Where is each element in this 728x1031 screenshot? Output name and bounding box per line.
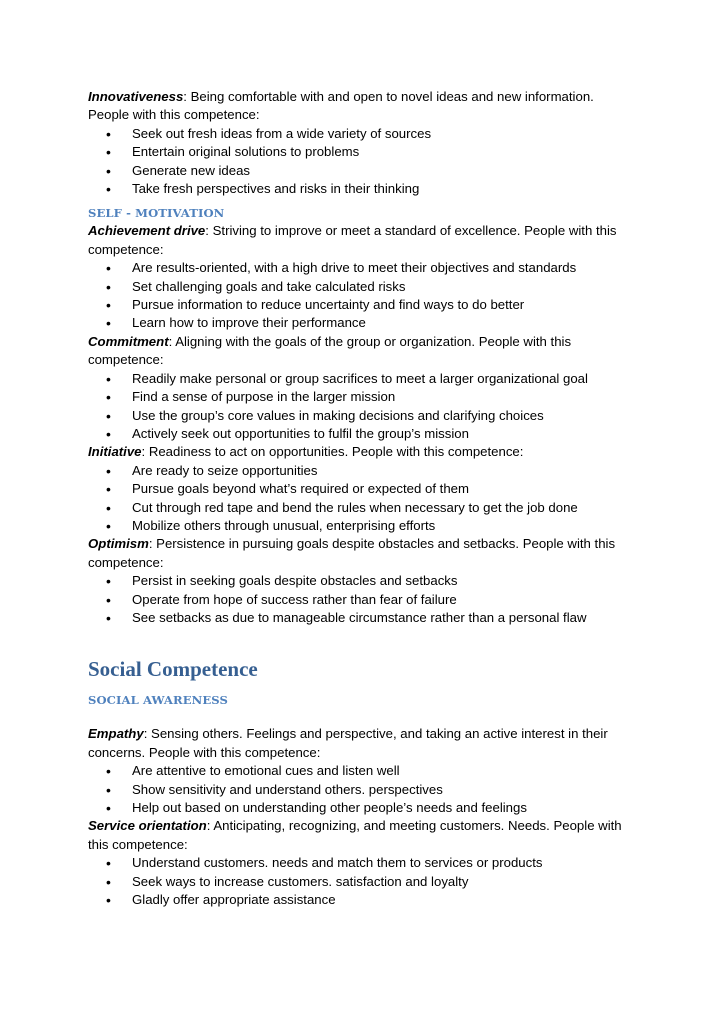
definition-paragraph: [88, 88, 638, 125]
definition-paragraph: [88, 443, 638, 461]
list-item: • Understand customers. needs and match them to services or products: [106, 855, 543, 872]
term: Innovativeness: [88, 89, 184, 104]
definition-text: : Aligning with the goals of the group or organization. People with this competence:: [88, 333, 572, 368]
bullet-icon: •: [106, 260, 111, 277]
bullet-icon: •: [106, 873, 111, 890]
bullet-list: [88, 370, 638, 444]
definition-paragraph: [88, 333, 638, 370]
list-item: • Learn how to improve their performance: [106, 315, 366, 332]
competence-achievement-drive: [88, 222, 638, 332]
definition-paragraph: [88, 817, 638, 854]
bullet-icon: •: [106, 407, 111, 424]
list-item: • Are ready to seize opportunities: [106, 462, 318, 479]
bullet-list: [88, 259, 638, 333]
bullet-icon: •: [106, 609, 111, 626]
bullet-list: [88, 125, 638, 199]
definition-paragraph: [88, 725, 638, 762]
bullet-icon: •: [106, 591, 111, 608]
list-item: • Set challenging goals and take calculated risks: [106, 278, 406, 295]
competence-service-orientation: [88, 817, 638, 909]
bullet-icon: •: [106, 278, 111, 295]
list-item: • Actively seek out opportunities to fulfil the group’s mission: [106, 425, 469, 442]
bullet-icon: •: [106, 181, 111, 198]
list-item: • Take fresh perspectives and risks in their thinking: [106, 181, 420, 198]
list-item: • Cut through red tape and bend the rules when necessary to get the job done: [106, 499, 578, 516]
list-item: • Find a sense of purpose in the larger mission: [106, 389, 396, 406]
list-item: • Pursue information to reduce uncertainty and find ways to do better: [106, 297, 525, 314]
list-item: • Use the group’s core values in making decisions and clarifying choices: [106, 407, 544, 424]
list-item: • See setbacks as due to manageable circumstance rather than a personal flaw: [106, 609, 587, 626]
list-item: • Gladly offer appropriate assistance: [106, 892, 336, 909]
bullet-icon: •: [106, 144, 111, 161]
bullet-icon: •: [106, 781, 111, 798]
bullet-icon: •: [106, 315, 111, 332]
bullet-icon: •: [106, 855, 111, 872]
bullet-icon: •: [106, 892, 111, 909]
bullet-icon: •: [106, 389, 111, 406]
term: Initiative: [88, 444, 142, 460]
bullet-icon: •: [106, 162, 111, 179]
definition-text: : Persistence in pursuing goals despite obstacles and setbacks. People with this competence:: [88, 536, 616, 570]
bullet-icon: •: [106, 125, 111, 142]
list-item: • Help out based on understanding other people’s needs and feelings: [106, 800, 527, 816]
bullet-icon: •: [106, 425, 111, 442]
term: Optimism: [88, 536, 149, 552]
section-title: Social Competence: [88, 657, 258, 682]
list-item: • Mobilize others through unusual, enterprising efforts: [106, 517, 436, 534]
list-item: • Are attentive to emotional cues and listen well: [106, 763, 400, 780]
bullet-icon: •: [106, 297, 111, 314]
list-item: • Persist in seeking goals despite obstacles and setbacks: [106, 573, 458, 590]
list-item: • Readily make personal or group sacrifices to meet a larger organizational goal: [106, 370, 588, 387]
definition-text: : Striving to improve or meet a standard of excellence. People with this competence:: [88, 223, 617, 257]
definition-text: : Anticipating, recognizing, and meeting customers. Needs. People with this competence:: [88, 818, 622, 852]
definition-text: : Being comfortable with and open to novel ideas and new information. People with this competence:: [88, 89, 594, 123]
list-item: • Seek out fresh ideas from a wide variety of sources: [106, 125, 432, 142]
list-item: • Seek ways to increase customers. satisfaction and loyalty: [106, 873, 469, 890]
competence-innovativeness: [88, 88, 638, 198]
subheading-self-motivation: SELF - MOTIVATION: [88, 206, 225, 221]
competence-empathy: [88, 725, 638, 817]
bullet-icon: •: [106, 481, 111, 498]
definition-text: : Readiness to act on opportunities. People with this competence:: [141, 444, 524, 460]
list-item: • Pursue goals beyond what’s required or expected of them: [106, 481, 469, 498]
list-item: • Are results-oriented, with a high drive to meet their objectives and standards: [106, 260, 577, 277]
term: Commitment: [88, 333, 169, 349]
bullet-icon: •: [106, 517, 111, 534]
bullet-icon: •: [106, 763, 111, 780]
competence-initiative: [88, 443, 638, 535]
bullet-list: [88, 572, 638, 627]
list-item: • Entertain original solutions to problems: [106, 144, 360, 161]
list-item: • Generate new ideas: [106, 162, 251, 179]
bullet-icon: •: [106, 800, 111, 816]
term: Service orientation: [88, 818, 207, 834]
list-item: • Operate from hope of success rather than fear of failure: [106, 591, 457, 608]
definition-paragraph: [88, 535, 638, 572]
bullet-icon: •: [106, 573, 111, 590]
bullet-icon: •: [106, 462, 111, 479]
term: Empathy: [88, 726, 144, 742]
competence-commitment: [88, 333, 638, 443]
definition-paragraph: [88, 222, 638, 259]
competence-optimism: [88, 535, 638, 627]
list-item: • Show sensitivity and understand others. perspectives: [106, 781, 443, 798]
bullet-icon: •: [106, 370, 111, 387]
subheading-social-awareness: SOCIAL AWARENESS: [88, 693, 228, 708]
bullet-list: [88, 854, 638, 909]
term: Achievement drive: [88, 223, 206, 239]
bullet-list: [88, 762, 638, 817]
definition-text: : Sensing others. Feelings and perspective, and taking an active interest in their concerns. People with this competence:: [88, 726, 608, 760]
bullet-list: [88, 462, 638, 536]
bullet-icon: •: [106, 499, 111, 516]
